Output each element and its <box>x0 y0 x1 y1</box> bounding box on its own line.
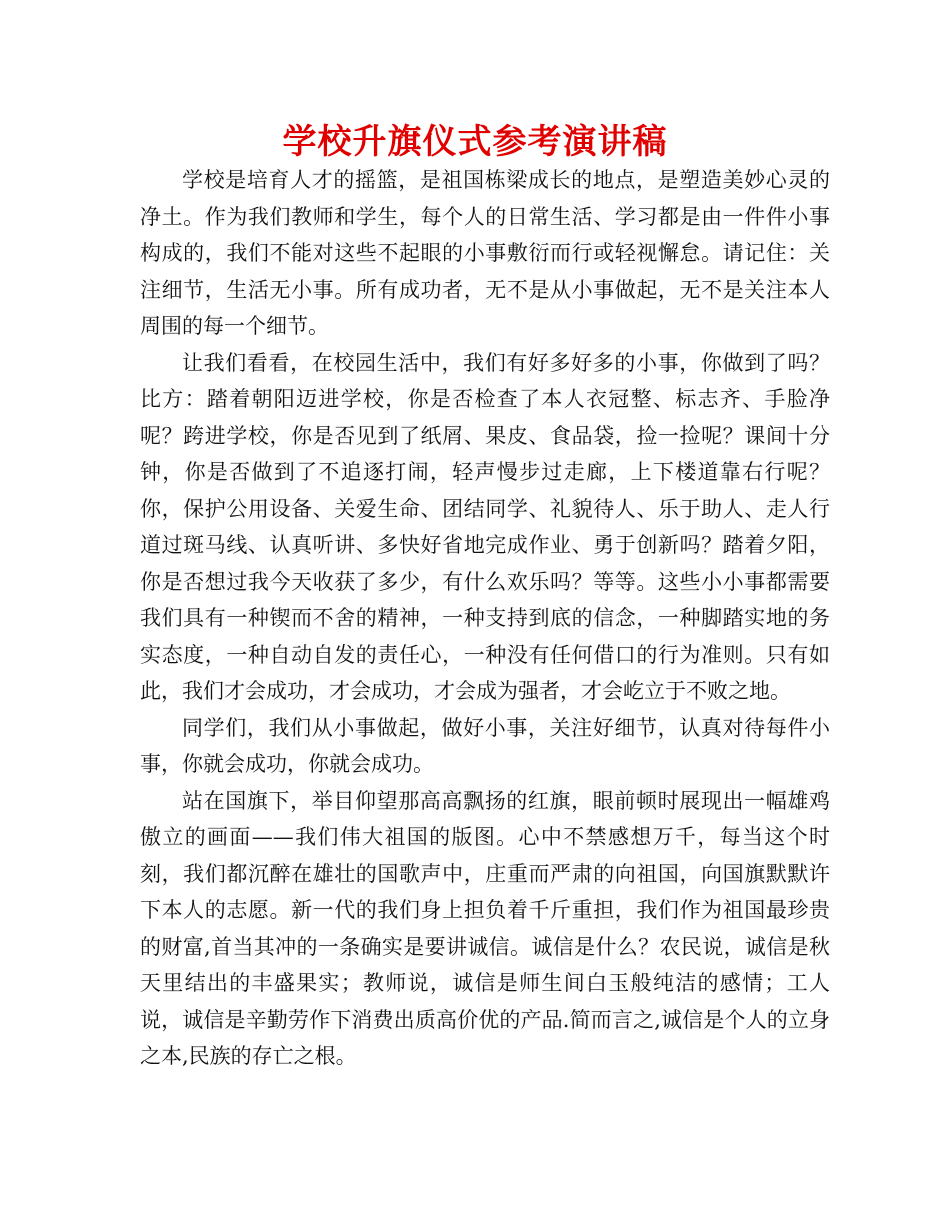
paragraph-4: 站在国旗下，举目仰望那高高飘扬的红旗，眼前顿时展现出一幅雄鸡傲立的画面——我们伟大祖国的版图。心中不禁感想万千，每当这个时刻，我们都沉醉在雄壮的国歌声中，庄重而严肃的向祖国，向国旗默默许下本人的志愿。新一代的我们身上担负着千斤重担，我们作为祖国最珍贵的财富,首当其冲的一条确实是要讲诚信。诚信是什么？农民说，诚信是秋天里结出的丰盛果实；教师说，诚信是师生间白玉般纯洁的感情；工人说，诚信是辛勤劳作下消费出质高价优的产品.简而言之,诚信是个人的立身之本,民族的存亡之根。 <box>140 788 830 1068</box>
page-title: 学校升旗仪式参考演讲稿 <box>282 122 668 162</box>
paragraph-1: 学校是培育人才的摇篮，是祖国栋梁成长的地点，是塑造美妙心灵的净土。作为我们教师和学生，每个人的日常生活、学习都是由一件件小事构成的，我们不能对这些不起眼的小事敷衍而行或轻视懈怠。请记住：关注细节，生活无小事。所有成功者，无不是从小事做起，无不是关注本人周围的每一个细节。 <box>140 168 830 338</box>
paragraph-3: 同学们，我们从小事做起，做好小事，关注好细节，认真对待每件小事，你就会成功，你就会成功。 <box>140 715 830 776</box>
document-body <box>140 162 830 1075</box>
paragraph-2: 让我们看看，在校园生活中，我们有好多好多的小事，你做到了吗？比方：踏着朝阳迈进学校，你是否检查了本人衣冠整、标志齐、手脸净呢？跨进学校，你是否见到了纸屑、果皮、食品袋，捡一捡呢？课间十分钟，你是否做到了不追逐打闹，轻声慢步过走廊，上下楼道靠右行呢？你，保护公用设备、关爱生命、团结同学、礼貌待人、乐于助人、走人行道过斑马线、认真听讲、多快好省地完成作业、勇于创新吗？踏着夕阳，你是否想过我今天收获了多少，有什么欢乐吗？等等。这些小小事都需要我们具有一种锲而不舍的精神，一种支持到底的信念，一种脚踏实地的务实态度，一种自动自发的责任心，一种没有任何借口的行为准则。只有如此，我们才会成功，才会成功，才会成为强者，才会屹立于不败之地。 <box>140 350 830 703</box>
